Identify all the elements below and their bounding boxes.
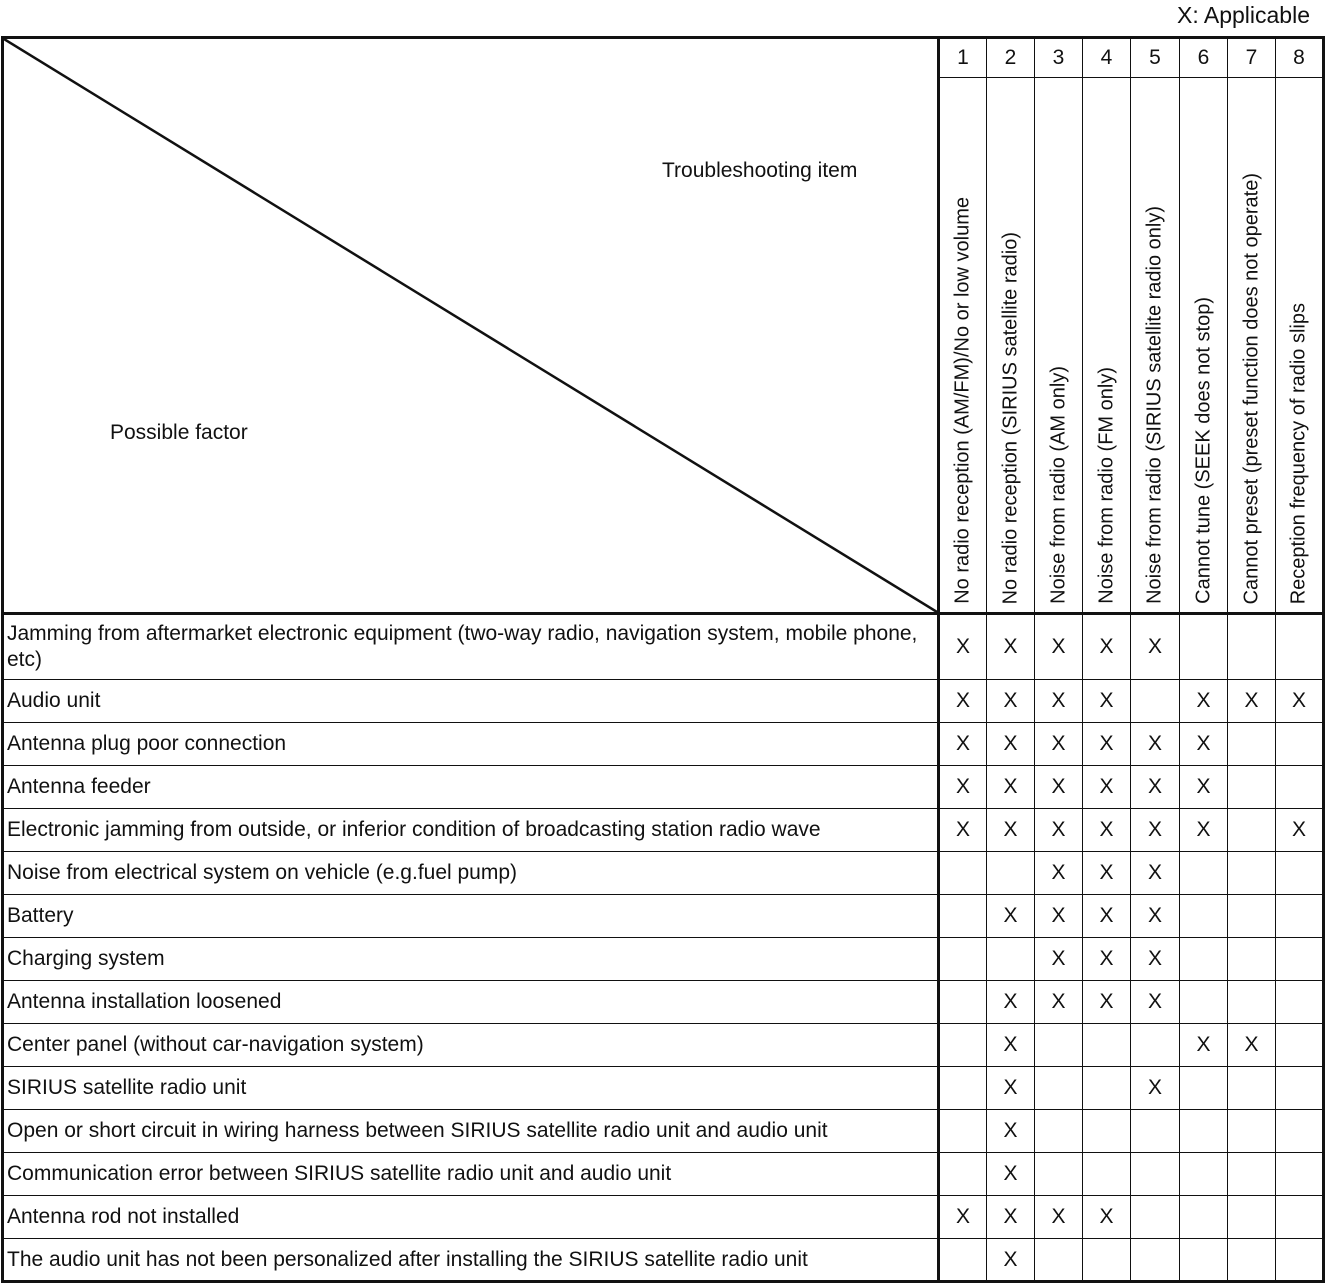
mark-cell: X — [1083, 723, 1131, 766]
table-row — [3, 1067, 1324, 1110]
column-label: Noise from radio (AM only) — [1047, 366, 1069, 604]
troubleshooting-matrix — [1, 36, 1325, 1283]
factor-cell: Antenna rod not installed — [3, 1196, 939, 1239]
factor-cell: Charging system — [3, 938, 939, 981]
mark-cell — [1083, 1067, 1131, 1110]
table-row — [3, 1196, 1324, 1239]
mark-cell: X — [1131, 895, 1180, 938]
mark-cell: X — [1228, 1024, 1276, 1067]
mark-cell: X — [987, 981, 1035, 1024]
mark-cell — [1131, 1196, 1180, 1239]
mark-cell: X — [939, 809, 987, 852]
mark-cell — [1228, 723, 1276, 766]
column-header — [987, 78, 1035, 614]
mark-cell — [1131, 1024, 1180, 1067]
table-row — [3, 1110, 1324, 1153]
mark-cell — [1180, 852, 1228, 895]
column-label: No radio reception (AM/FM)/No or low volume — [951, 197, 974, 604]
mark-cell — [1228, 1067, 1276, 1110]
mark-cell — [1276, 723, 1324, 766]
mark-cell — [1228, 1239, 1276, 1282]
mark-cell: X — [1180, 723, 1228, 766]
mark-cell: X — [987, 766, 1035, 809]
mark-cell: X — [1180, 680, 1228, 723]
mark-cell: X — [1035, 852, 1083, 895]
table-row — [3, 680, 1324, 723]
factor-cell: Audio unit — [3, 680, 939, 723]
mark-cell: X — [1035, 809, 1083, 852]
mark-cell: X — [987, 614, 1035, 680]
mark-cell: X — [939, 1196, 987, 1239]
mark-cell — [1083, 1153, 1131, 1196]
mark-cell: X — [1131, 852, 1180, 895]
column-label: No radio reception (SIRIUS satellite radio) — [999, 231, 1021, 604]
mark-cell: X — [1131, 614, 1180, 680]
column-header — [1035, 78, 1083, 614]
factor-cell: SIRIUS satellite radio unit — [3, 1067, 939, 1110]
column-header — [1228, 78, 1276, 614]
mark-cell — [1228, 766, 1276, 809]
mark-cell — [1180, 938, 1228, 981]
mark-cell — [939, 1024, 987, 1067]
mark-cell: X — [1131, 981, 1180, 1024]
mark-cell — [987, 938, 1035, 981]
mark-cell: X — [1035, 723, 1083, 766]
mark-cell — [1228, 981, 1276, 1024]
mark-cell — [1180, 614, 1228, 680]
mark-cell: X — [987, 1196, 1035, 1239]
mark-cell: X — [987, 1024, 1035, 1067]
mark-cell: X — [1180, 1024, 1228, 1067]
mark-cell: X — [1083, 852, 1131, 895]
legend: X: Applicable — [1177, 2, 1310, 28]
mark-cell — [1035, 1067, 1083, 1110]
mark-cell: X — [1131, 938, 1180, 981]
mark-cell: X — [1083, 981, 1131, 1024]
mark-cell: X — [987, 1153, 1035, 1196]
possible-factor-label: Possible factor — [110, 421, 248, 444]
table-row — [3, 981, 1324, 1024]
column-number: 7 — [1228, 38, 1276, 78]
mark-cell: X — [987, 895, 1035, 938]
mark-cell: X — [939, 680, 987, 723]
mark-cell — [1180, 1239, 1228, 1282]
mark-cell — [1035, 1110, 1083, 1153]
factor-cell: Center panel (without car-navigation system) — [3, 1024, 939, 1067]
mark-cell — [1180, 1196, 1228, 1239]
mark-cell: X — [987, 680, 1035, 723]
mark-cell — [939, 981, 987, 1024]
column-number: 1 — [939, 38, 987, 78]
column-number: 2 — [987, 38, 1035, 78]
mark-cell — [1228, 1196, 1276, 1239]
column-number: 8 — [1276, 38, 1324, 78]
mark-cell: X — [1276, 680, 1324, 723]
mark-cell: X — [1083, 938, 1131, 981]
mark-cell: X — [1035, 1196, 1083, 1239]
mark-cell — [1276, 1196, 1324, 1239]
mark-cell — [1083, 1024, 1131, 1067]
table-row — [3, 1239, 1324, 1282]
mark-cell — [1180, 1153, 1228, 1196]
table-row — [3, 1153, 1324, 1196]
mark-cell — [1180, 895, 1228, 938]
mark-cell: X — [1083, 680, 1131, 723]
mark-cell: X — [1035, 766, 1083, 809]
mark-cell — [939, 1067, 987, 1110]
mark-cell — [1131, 1110, 1180, 1153]
mark-cell — [939, 938, 987, 981]
factor-cell: Antenna plug poor connection — [3, 723, 939, 766]
table-row — [3, 852, 1324, 895]
factor-cell: Electronic jamming from outside, or inferior condition of broadcasting station radio wave — [3, 809, 939, 852]
column-label: Noise from radio (FM only) — [1095, 367, 1117, 604]
mark-cell: X — [1083, 614, 1131, 680]
mark-cell: X — [1131, 809, 1180, 852]
column-label: Noise from radio (SIRIUS satellite radio only) — [1143, 206, 1166, 604]
mark-cell: X — [987, 1110, 1035, 1153]
column-label: Cannot tune (SEEK does not stop) — [1192, 297, 1214, 604]
mark-cell — [1035, 1153, 1083, 1196]
factor-cell: The audio unit has not been personalized after installing the SIRIUS satellite radio unit — [3, 1239, 939, 1282]
mark-cell — [1228, 852, 1276, 895]
mark-cell — [1180, 1110, 1228, 1153]
column-header — [1276, 78, 1324, 614]
factor-cell: Open or short circuit in wiring harness between SIRIUS satellite radio unit and audio unit — [3, 1110, 939, 1153]
mark-cell — [1228, 809, 1276, 852]
table-row — [3, 723, 1324, 766]
mark-cell — [1276, 766, 1324, 809]
column-header — [1131, 78, 1180, 614]
table-row — [3, 614, 1324, 680]
mark-cell: X — [987, 809, 1035, 852]
factor-cell: Antenna feeder — [3, 766, 939, 809]
mark-cell: X — [987, 723, 1035, 766]
mark-cell: X — [987, 1239, 1035, 1282]
mark-cell — [1228, 1110, 1276, 1153]
mark-cell — [1131, 1239, 1180, 1282]
mark-cell: X — [1131, 723, 1180, 766]
column-number: 6 — [1180, 38, 1228, 78]
mark-cell — [1276, 1110, 1324, 1153]
mark-cell: X — [1083, 895, 1131, 938]
mark-cell — [1276, 895, 1324, 938]
mark-cell: X — [1035, 614, 1083, 680]
mark-cell — [1180, 1067, 1228, 1110]
table-row — [3, 766, 1324, 809]
mark-cell — [1228, 938, 1276, 981]
mark-cell: X — [1180, 809, 1228, 852]
factor-cell: Antenna installation loosened — [3, 981, 939, 1024]
factor-cell: Battery — [3, 895, 939, 938]
mark-cell: X — [987, 1067, 1035, 1110]
mark-cell — [1276, 1024, 1324, 1067]
mark-cell — [1131, 1153, 1180, 1196]
factor-cell: Jamming from aftermarket electronic equipment (two-way radio, navigation system, mobile phone, etc) — [3, 614, 939, 680]
column-header — [1180, 78, 1228, 614]
column-number: 5 — [1131, 38, 1180, 78]
mark-cell — [987, 852, 1035, 895]
mark-cell: X — [939, 766, 987, 809]
table-row — [3, 895, 1324, 938]
mark-cell: X — [1083, 809, 1131, 852]
header-corner — [3, 38, 939, 614]
mark-cell — [1180, 981, 1228, 1024]
mark-cell: X — [939, 723, 987, 766]
mark-cell: X — [1035, 981, 1083, 1024]
mark-cell: X — [1035, 895, 1083, 938]
mark-cell: X — [1131, 1067, 1180, 1110]
mark-cell: X — [1083, 1196, 1131, 1239]
mark-cell — [939, 1153, 987, 1196]
mark-cell — [939, 852, 987, 895]
diagonal-line — [4, 39, 937, 612]
mark-cell — [939, 1110, 987, 1153]
mark-cell: X — [1083, 766, 1131, 809]
column-header — [1083, 78, 1131, 614]
mark-cell: X — [939, 614, 987, 680]
mark-cell — [939, 895, 987, 938]
column-number: 4 — [1083, 38, 1131, 78]
factor-cell: Noise from electrical system on vehicle (e.g.fuel pump) — [3, 852, 939, 895]
mark-cell — [1035, 1024, 1083, 1067]
mark-cell: X — [1035, 680, 1083, 723]
mark-cell: X — [1228, 680, 1276, 723]
troubleshooting-item-label: Troubleshooting item — [662, 159, 858, 182]
mark-cell — [1083, 1239, 1131, 1282]
mark-cell: X — [1276, 809, 1324, 852]
table-row — [3, 938, 1324, 981]
column-header — [939, 78, 987, 614]
table-row — [3, 1024, 1324, 1067]
mark-cell — [1276, 852, 1324, 895]
column-label: Cannot preset (preset function does not operate) — [1240, 172, 1262, 604]
mark-cell — [1276, 1067, 1324, 1110]
mark-cell — [1276, 614, 1324, 680]
column-number: 3 — [1035, 38, 1083, 78]
mark-cell — [1035, 1239, 1083, 1282]
table-row — [3, 809, 1324, 852]
factor-cell: Communication error between SIRIUS satellite radio unit and audio unit — [3, 1153, 939, 1196]
mark-cell — [1228, 895, 1276, 938]
mark-cell — [1083, 1110, 1131, 1153]
mark-cell — [1276, 938, 1324, 981]
mark-cell — [1276, 1239, 1324, 1282]
mark-cell — [1131, 680, 1180, 723]
mark-cell — [1228, 614, 1276, 680]
mark-cell — [1228, 1153, 1276, 1196]
mark-cell — [1276, 981, 1324, 1024]
mark-cell: X — [1035, 938, 1083, 981]
mark-cell — [939, 1239, 987, 1282]
mark-cell: X — [1180, 766, 1228, 809]
column-label: Reception frequency of radio slips — [1287, 302, 1310, 604]
mark-cell: X — [1131, 766, 1180, 809]
mark-cell — [1276, 1153, 1324, 1196]
